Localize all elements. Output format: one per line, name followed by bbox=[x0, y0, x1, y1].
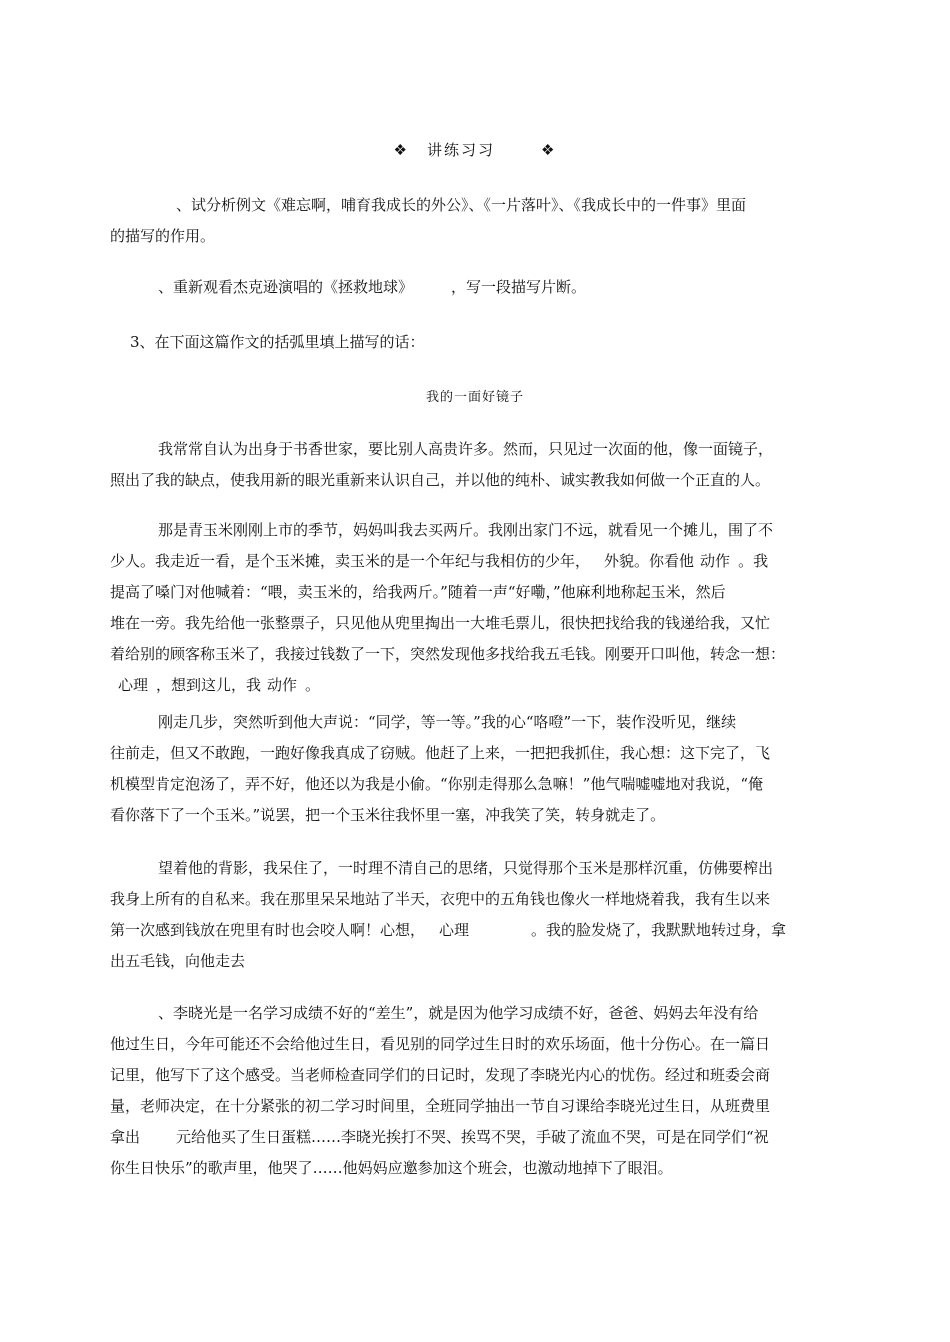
essay-paragraph-3 bbox=[110, 707, 840, 831]
paragraph-line: 提高了嗓门对他喊着：“喂，卖玉米的，给我两斤。”随着一声“好嘞，”他麻利地称起玉米，然后 bbox=[110, 583, 726, 601]
blank-appearance: 外貌 bbox=[604, 552, 635, 570]
diamond-bullet-icon: ❖ bbox=[541, 141, 557, 159]
paragraph-line: 堆在一旁。我先给他一张整票子，只见他从兜里掏出一大堆毛票儿，很快把找给我的钱递给我，又忙 bbox=[110, 614, 771, 632]
question-4-line: 记里，他写下了这个感受。当老师检查同学们的日记时，发现了李晓光内心的忧伤。经过和班委会商 bbox=[110, 1066, 771, 1084]
paragraph-text: 。我的脸发烧了，我默默地转过身，拿 bbox=[531, 921, 787, 939]
paragraph-text: 。我 bbox=[738, 552, 769, 570]
paragraph-line: 少人。我走近一看，是个玉米摊，卖玉米的是一个年纪与我相仿的少年， bbox=[110, 552, 591, 570]
paragraph-line: 照出了我的缺点，使我用新的眼光重新来认识自己，并以他的纯朴、诚实教我如何做一个正直的人。 bbox=[110, 471, 771, 489]
question-1 bbox=[110, 190, 840, 252]
question-4-text: 元给他买了生日蛋糕……李晓光挨打不哭、挨骂不哭，手破了流血不哭，可是在同学们“祝 bbox=[176, 1128, 769, 1146]
blank-mind: 心理 bbox=[118, 676, 149, 694]
blank-mind: 心理 bbox=[439, 921, 470, 939]
paragraph-text: 。 bbox=[305, 676, 321, 694]
paragraph-line: 刚走几步，突然听到他大声说：“同学，等一等。”我的心“咯噔”一下，装作没听见，继续 bbox=[158, 713, 737, 731]
paragraph-text: 。你看他 bbox=[634, 552, 695, 570]
question-4-text: 拿出 bbox=[110, 1128, 141, 1146]
paragraph-line: 那是青玉米刚刚上市的季节，妈妈叫我去买两斤。我刚出家门不远，就看见一个摊儿，围了不 bbox=[158, 521, 774, 539]
question-3-text: 3、在下面这篇作文的括弧里填上描写的话： bbox=[130, 333, 425, 351]
paragraph-line: 望着他的背影，我呆住了，一时理不清自己的思绪，只觉得那个玉米是那样沉重，仿佛要榨出 bbox=[158, 859, 774, 877]
essay-title: 我的一面好镜子 bbox=[425, 390, 524, 405]
question-4-line: 他过生日，今年可能还不会给他过生日，看见别的同学过生日时的欢乐场面，他十分伤心。在一篇日 bbox=[110, 1035, 771, 1053]
diamond-bullet-icon: ❖ bbox=[393, 141, 409, 159]
blank-action: 动作 bbox=[700, 552, 731, 570]
paragraph-text: ，想到这儿，我 bbox=[156, 676, 262, 694]
essay-paragraph-1 bbox=[110, 434, 840, 496]
blank-action: 动作 bbox=[267, 676, 298, 694]
question-3 bbox=[110, 327, 840, 358]
question-4-line: 你生日快乐”的歌声里，他哭了……他妈妈应邀参加这个班会，也激动地掉下了眼泪。 bbox=[110, 1159, 673, 1177]
essay-paragraph-2 bbox=[110, 515, 840, 701]
paragraph-line: 往前走，但又不敢跑，一跑好像我真成了窃贼。他赶了上来，一把把我抓住，我心想：这下完了，飞 bbox=[110, 744, 771, 762]
heading-text: 讲练习习 bbox=[426, 141, 495, 159]
section-heading bbox=[0, 139, 950, 160]
question-4 bbox=[110, 998, 840, 1184]
question-4-line: 、李晓光是一名学习成绩不好的“差生”，就是因为他学习成绩不好，爸爸、妈妈去年没有给 bbox=[158, 1004, 759, 1022]
question-2 bbox=[110, 272, 840, 303]
paragraph-line: 我常常自认为出身于书香世家，要比别人高贵许多。然而，只见过一次面的他，像一面镜子， bbox=[158, 440, 774, 458]
question-2-text: ，写一段描写片断。 bbox=[451, 278, 587, 296]
paragraph-line: 出五毛钱，向他走去 bbox=[110, 952, 246, 970]
question-1-line: 的描写的作用。 bbox=[110, 227, 216, 245]
paragraph-line: 看你落下了一个玉米。”说罢，把一个玉米往我怀里一塞，冲我笑了笑，转身就走了。 bbox=[110, 806, 666, 824]
essay-paragraph-4 bbox=[110, 853, 840, 977]
paragraph-line: 我身上所有的自私来。我在那里呆呆地站了半天，衣兜中的五角钱也像火一样地烧着我，我有生以来 bbox=[110, 890, 771, 908]
question-2-text: 、重新观看杰克逊演唱的《拯救地球》 bbox=[158, 278, 414, 296]
paragraph-text: 第一次感到钱放在兜里有时也会咬人啊！心想， bbox=[110, 921, 426, 939]
paragraph-line: 着给别的顾客称玉米了，我接过钱数了一下，突然发现他多找给我五毛钱。刚要开口叫他，转念一想： bbox=[110, 645, 786, 663]
question-4-line: 量，老师决定，在十分紧张的初二学习时间里，全班同学抽出一节自习课给李晓光过生日，从班费里 bbox=[110, 1097, 771, 1115]
paragraph-line: 机模型肯定泡汤了，弄不好，他还以为我是小偷。“你别走得那么急嘛！”他气喘嘘嘘地对我说，“俺 bbox=[110, 775, 764, 793]
question-1-line: 、试分析例文《难忘啊，哺育我成长的外公》、《一片落叶》、《我成长中的一件事》里面 bbox=[176, 196, 747, 214]
